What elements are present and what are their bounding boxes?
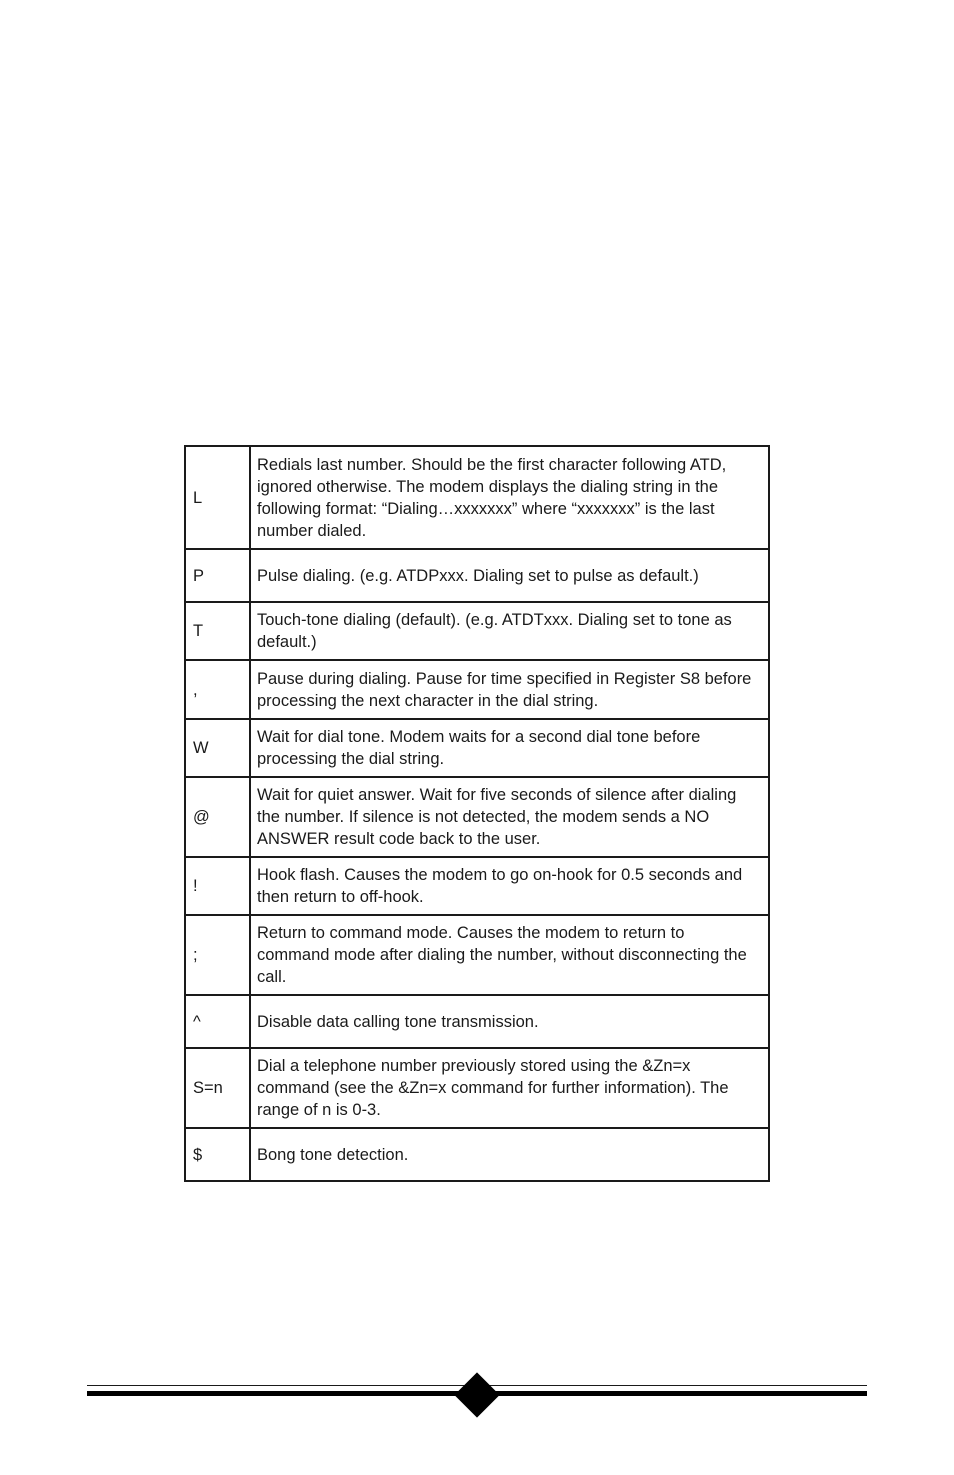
table-row	[185, 719, 769, 777]
modifier-code: S=n	[185, 1048, 250, 1128]
table-row	[185, 446, 769, 549]
modifier-code: @	[185, 777, 250, 857]
modifier-code: W	[185, 719, 250, 777]
modifier-code: L	[185, 446, 250, 549]
diamond-icon	[454, 1372, 499, 1417]
table-row	[185, 1128, 769, 1181]
table-row	[185, 660, 769, 719]
modifier-code: !	[185, 857, 250, 915]
modifier-description: Touch-tone dialing (default). (e.g. ATDTxxx. Dialing set to tone as default.)	[250, 602, 769, 660]
modifier-description: Redials last number. Should be the first character following ATD, ignored otherwise. The modem displays the dialing string in the following format: “Dialing…xxxxxxx” where “xxxxxxx” is the last number dialed.	[250, 446, 769, 549]
modifier-code: T	[185, 602, 250, 660]
table-row	[185, 549, 769, 602]
modifier-code: ,	[185, 660, 250, 719]
modifier-description: Dial a telephone number previously stored using the &Zn=x command (see the &Zn=x command for further information). The range of n is 0-3.	[250, 1048, 769, 1128]
dial-modifier-table	[184, 445, 770, 1182]
modifier-description: Wait for dial tone. Modem waits for a second dial tone before processing the dial string.	[250, 719, 769, 777]
modifier-description: Pulse dialing. (e.g. ATDPxxx. Dialing set to pulse as default.)	[250, 549, 769, 602]
table-row	[185, 915, 769, 995]
page-footer-rule	[87, 1372, 867, 1422]
modifier-description: Pause during dialing. Pause for time specified in Register S8 before processing the next character in the dial string.	[250, 660, 769, 719]
modifier-code: P	[185, 549, 250, 602]
modifier-description: Hook flash. Causes the modem to go on-hook for 0.5 seconds and then return to off-hook.	[250, 857, 769, 915]
modifier-code: ^	[185, 995, 250, 1048]
table-row	[185, 1048, 769, 1128]
table-row	[185, 777, 769, 857]
modifier-code: ;	[185, 915, 250, 995]
modifier-description: Return to command mode. Causes the modem to return to command mode after dialing the number, without disconnecting the call.	[250, 915, 769, 995]
modifier-code: $	[185, 1128, 250, 1181]
table-row	[185, 857, 769, 915]
table-row	[185, 602, 769, 660]
table-row	[185, 995, 769, 1048]
modifier-description: Bong tone detection.	[250, 1128, 769, 1181]
modifier-description: Wait for quiet answer. Wait for five seconds of silence after dialing the number. If silence is not detected, the modem sends a NO ANSWER result code back to the user.	[250, 777, 769, 857]
modifier-description: Disable data calling tone transmission.	[250, 995, 769, 1048]
